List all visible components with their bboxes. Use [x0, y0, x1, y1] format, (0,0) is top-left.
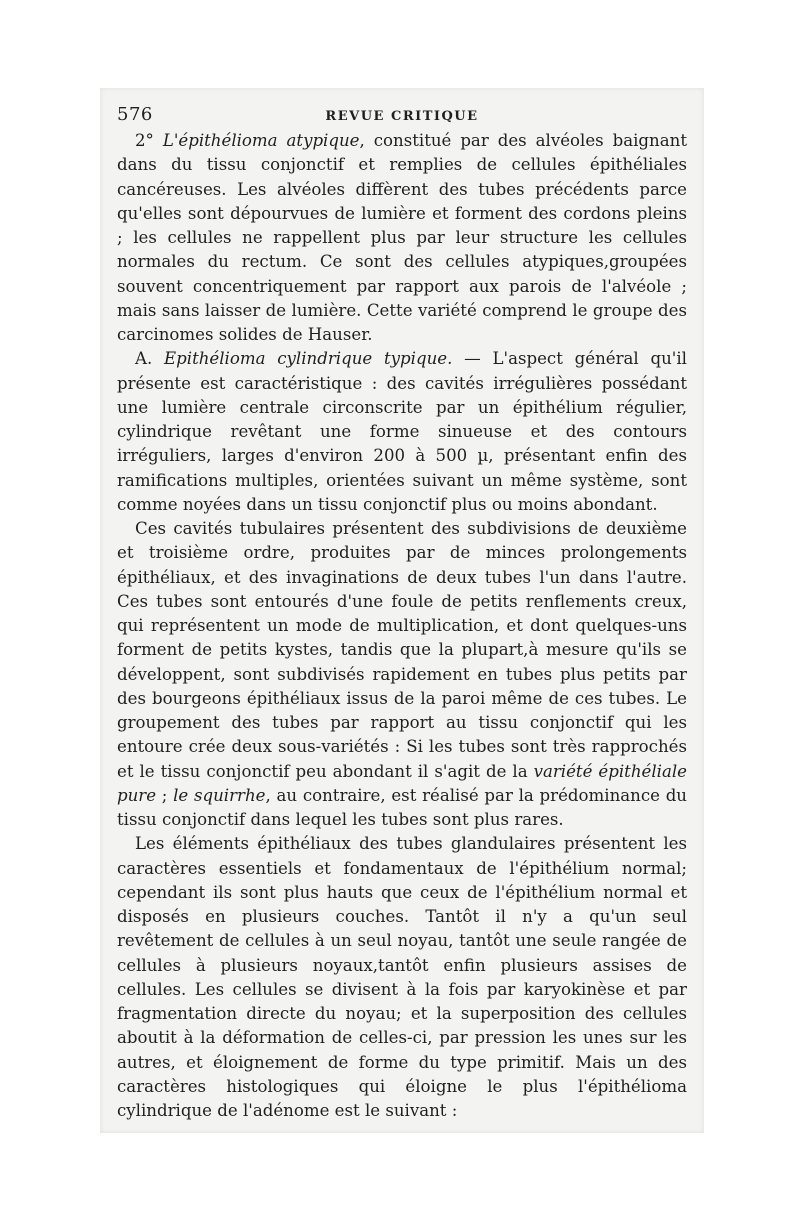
- paragraph: [117, 129, 687, 347]
- text-segment: Ces cavités tubulaires présentent des subdivisions de deuxième et troisième ordre, produites par de minces prolongements épithéliaux, et des invaginations de deux tubes l'un dans l'autre. Ces tubes sont entourés d'une foule de petits renflements creux, qui représentent un mode de multiplication, et dont quelques-uns forment de petits kystes, tandis que la plupart,à mesure qu'ils se développent, sont subdivisés rapidement en tubes plus petits par des bourgeons épithéliaux issus de la paroi même de ces tubes. Le groupement des tubes par rapport au tissu conjonctif qui les entoure crée deux sous-variétés : Si les tubes sont très rapprochés et le tissu conjonctif peu abondant il s'agit de la: [117, 519, 687, 781]
- page-content: [117, 103, 687, 1123]
- italic-text: le squirrhe: [173, 785, 266, 805]
- text-segment: Les éléments épithéliaux des tubes glandulaires présentent les caractères essentiels et fondamentaux de l'épithélium normal; cependant ils sont plus hauts que ceux de l'épithélium normal et disposés en plusieurs couches. Tantôt il n'y a qu'un seul revêtement de cellules à un seul noyau, tantôt une seule rangée de cellules à plusieurs noyaux,tantôt enfin plusieurs assises de cellules. Les cellules se divisent à la fois par karyokinèse et par fragmentation directe du noyau; et la superposition des cellules aboutit à la déformation de celles-ci, par pression les unes sur les autres, et éloignement de forme du type primitif. Mais un des caractères histologiques qui éloigne le plus l'épithélioma cylindrique de l'adénome est le suivant :: [117, 834, 687, 1120]
- text-segment: , constitué par des alvéoles baignant dans du tissu conjonctif et remplies de cellules épithéliales cancéreuses. Les alvéoles diffèrent des tubes précédents parce qu'elles sont dépourvues de lumière et forment des cordons pleins ; les cellules ne rappellent plus par leur structure les cellules normales du rectum. Ce sont des cellules atypiques,groupées souvent concentriquement par rapport aux parois de l'alvéole ; mais sans laisser de lumière. Cette variété comprend le groupe des carcinomes solides de Hauser.: [117, 131, 687, 344]
- text-segment: — L'aspect général qu'il présente est caractéristique : des cavités irrégulières possédant une lumière centrale circonscrite par un épithélium régulier, cylindrique revêtant une forme sinueuse et des contours irréguliers, larges d'environ 200 à 500 µ, présentant enfin des ramifications multiples, orientées suivant un même système, sont comme noyées dans un tissu conjonctif plus ou moins abondant.: [117, 349, 687, 514]
- italic-text: variété épithéliale pure: [117, 761, 687, 805]
- page-header: [117, 103, 687, 129]
- italic-text: Epithélioma cylindrique typique.: [164, 349, 453, 369]
- paragraph: [117, 517, 687, 832]
- running-title: REVUE CRITIQUE: [325, 109, 479, 124]
- body-text: [117, 129, 687, 1123]
- paragraph: [117, 832, 687, 1123]
- text-segment: , au contraire, est réalisé par la prédominance du tissu conjonctif dans lequel les tubes sont plus rares.: [117, 785, 687, 829]
- paragraph: [117, 347, 687, 517]
- italic-text: L'épithélioma atypique: [162, 131, 360, 150]
- text-segment: ;: [156, 785, 174, 805]
- text-segment: 2°: [135, 131, 163, 150]
- page-number: 576: [117, 104, 153, 125]
- text-segment: A.: [135, 349, 165, 369]
